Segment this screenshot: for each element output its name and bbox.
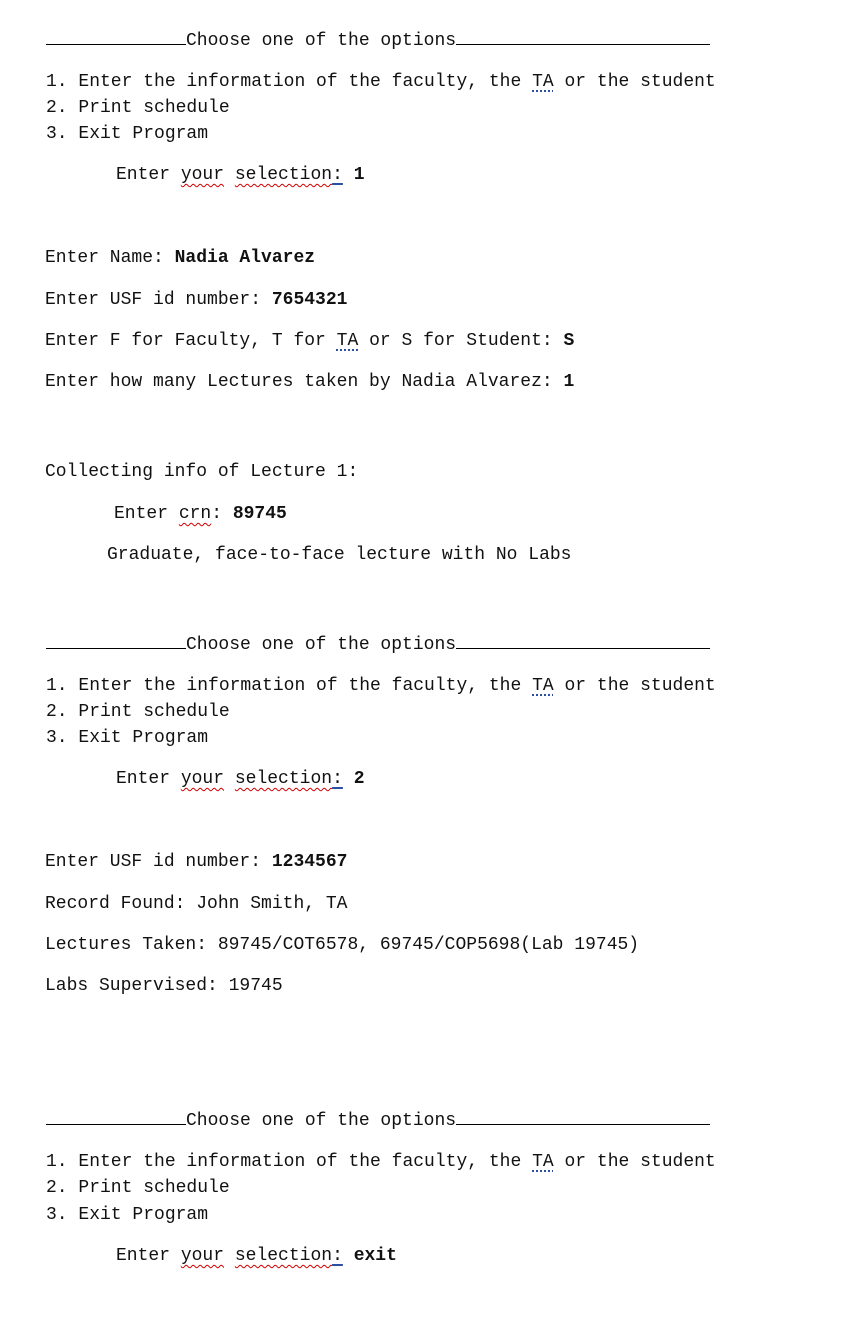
- crn-line: Enter crn: 89745: [114, 504, 287, 524]
- header-rule-left: [46, 1110, 186, 1125]
- header-rule-right: [456, 634, 710, 649]
- lecture-desc-line: Graduate, face-to-face lecture with No Labs: [107, 545, 572, 565]
- menu-option-1: 1. Enter the information of the faculty, the TA or the student: [46, 72, 716, 92]
- selection-value: exit: [353, 1246, 397, 1266]
- spelling-mark: crn: [178, 504, 212, 524]
- spelling-mark: selection: [234, 769, 333, 789]
- menu-option-1: 1. Enter the information of the faculty, the TA or the student: [46, 676, 716, 696]
- id-value: 1234567: [271, 852, 348, 872]
- spelling-mark: your: [180, 769, 225, 789]
- selection-prompt: Enter your selection: exit: [116, 1246, 397, 1266]
- menu-header: [46, 30, 710, 52]
- menu-header: [46, 634, 710, 656]
- record-found-line: Record Found: John Smith, TA: [45, 894, 348, 914]
- name-value: Nadia Alvarez: [174, 248, 316, 268]
- spelling-mark: selection: [234, 1246, 333, 1266]
- ta-grammar-mark: TA: [532, 72, 554, 92]
- header-rule-right: [456, 1110, 710, 1125]
- spelling-mark: your: [180, 1246, 225, 1266]
- ta-grammar-mark: TA: [532, 1152, 554, 1172]
- lectures-taken-line: Lectures Taken: 89745/COT6578, 69745/COP5698(Lab 19745): [45, 935, 640, 955]
- ta-grammar-mark: TA: [532, 676, 554, 696]
- menu-option-2: 2. Print schedule: [46, 98, 230, 118]
- lectures-count-value: 1: [563, 372, 575, 392]
- id-line: Enter USF id number: 1234567: [45, 852, 348, 872]
- type-line: Enter F for Faculty, T for TA or S for Student: S: [45, 331, 575, 351]
- labs-supervised-line: Labs Supervised: 19745: [45, 976, 283, 996]
- header-rule-right: [456, 30, 710, 45]
- menu-option-2: 2. Print schedule: [46, 702, 230, 722]
- menu-header-text: Choose one of the options: [186, 1111, 457, 1131]
- lectures-count-line: Enter how many Lectures taken by Nadia Alvarez: 1: [45, 372, 575, 392]
- type-value: S: [563, 331, 575, 351]
- selection-prompt: Enter your selection: 2: [116, 769, 365, 789]
- selection-value: 1: [353, 165, 365, 185]
- id-line: Enter USF id number: 7654321: [45, 290, 348, 310]
- name-line: Enter Name: Nadia Alvarez: [45, 248, 316, 268]
- menu-option-2: 2. Print schedule: [46, 1178, 230, 1198]
- selection-prompt: Enter your selection: 1: [116, 165, 365, 185]
- menu-header-text: Choose one of the options: [186, 31, 457, 51]
- crn-value: 89745: [232, 504, 287, 524]
- menu-option-3: 3. Exit Program: [46, 1205, 209, 1225]
- header-rule-left: [46, 30, 186, 45]
- spelling-mark: your: [180, 165, 225, 185]
- menu-header: [46, 1110, 710, 1132]
- menu-header-text: Choose one of the options: [186, 635, 457, 655]
- header-rule-left: [46, 634, 186, 649]
- id-value: 7654321: [271, 290, 348, 310]
- selection-value: 2: [353, 769, 365, 789]
- menu-option-1: 1. Enter the information of the faculty, the TA or the student: [46, 1152, 716, 1172]
- spelling-mark: selection: [234, 165, 333, 185]
- menu-option-3: 3. Exit Program: [46, 124, 209, 144]
- ta-grammar-mark: TA: [336, 331, 359, 351]
- collecting-line: Collecting info of Lecture 1:: [45, 462, 359, 482]
- menu-option-3: 3. Exit Program: [46, 728, 209, 748]
